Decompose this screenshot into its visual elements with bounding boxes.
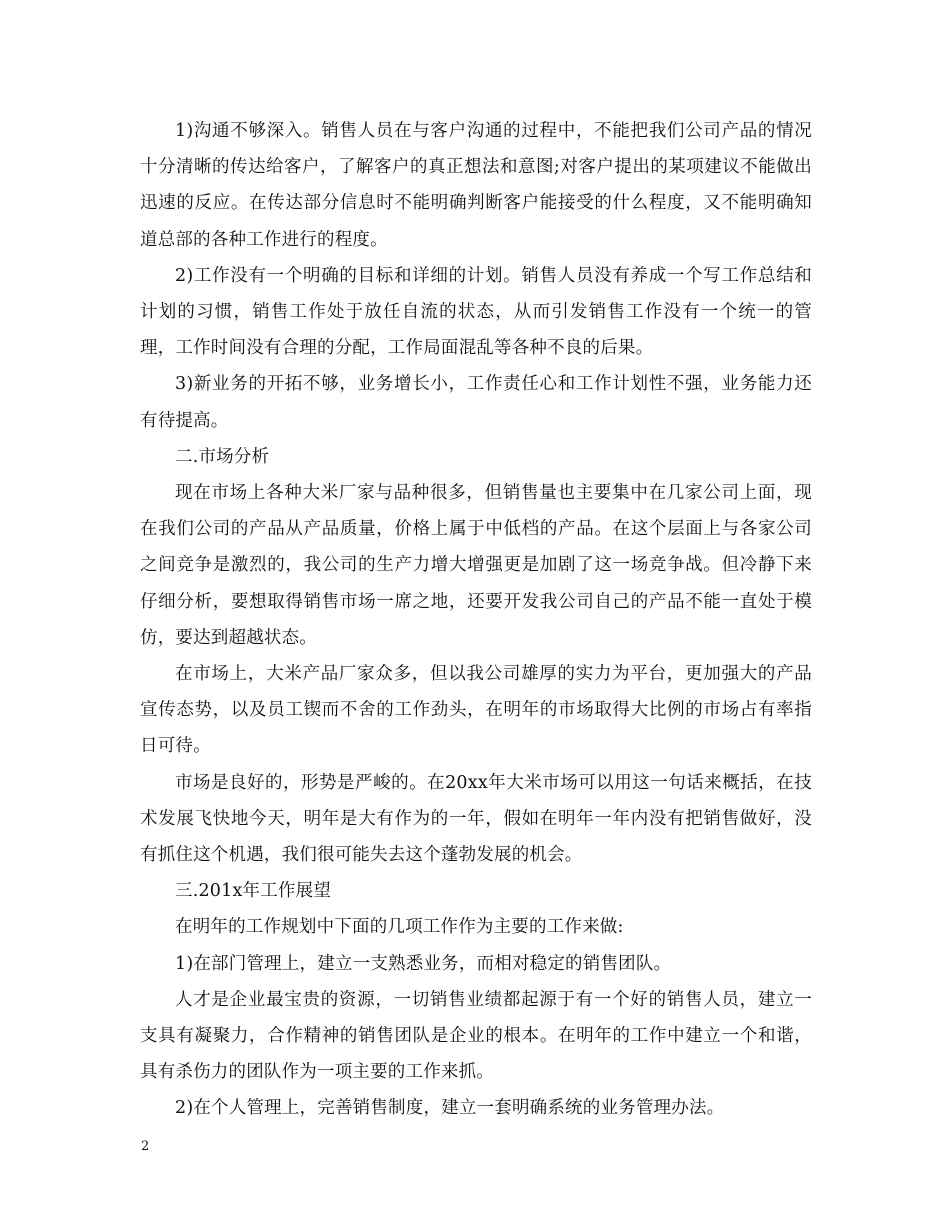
paragraph-communication: 1)沟通不够深入。销售人员在与客户沟通的过程中，不能把我们公司产品的情况十分清晰的传达给客户，了解客户的真正想法和意图;对客户提出的某项建议不能做出迅速的反应。在传达部分信息时不能明确判断客户能接受的什么程度，又不能明确知道总部的各种工作进行的程度。	[140, 121, 812, 250]
document-body	[140, 113, 812, 1127]
paragraph-work-plan: 2)工作没有一个明确的目标和详细的计划。销售人员没有养成一个写工作总结和计划的习惯，销售工作处于放任自流的状态，从而引发销售工作没有一个统一的管理，工作时间没有合理的分配，工作局面混乱等各种不良的后果。	[140, 265, 812, 359]
paragraph-department-management: 1)在部门管理上，建立一支熟悉业务，而相对稳定的销售团队。	[175, 953, 672, 974]
paragraph-market-outlook: 市场是良好的，形势是严峻的。在20xx年大米市场可以用这一句话来概括，在技术发展飞快地今天，明年是大有作为的一年，假如在明年一年内没有把销售做好，没有抓住这个机遇，我们很可能失去这个蓬勃发展的机会。	[140, 772, 812, 866]
paragraph-market-competition: 现在市场上各种大米厂家与品种很多，但销售量也主要集中在几家公司上面，现在我们公司的产品从产品质量，价格上属于中低档的产品。在这个层面上与各家公司之间竞争是激烈的，我公司的生产力增大增强更是加剧了这一场竞争战。但冷静下来仔细分析，要想取得销售市场一席之地，还要开发我公司自己的产品不能一直处于模仿，要达到超越状态。	[140, 483, 812, 648]
section-heading-work-outlook: 三.201x年工作展望	[175, 881, 332, 902]
paragraph-market-share: 在市场上，大米产品厂家众多，但以我公司雄厚的实力为平台，更加强大的产品宣传态势，以及员工锲而不舍的工作劲头，在明年的市场取得大比例的市场占有率指日可待。	[140, 664, 812, 757]
page-number: 2	[141, 1139, 150, 1154]
paragraph-personal-management: 2)在个人管理上，完善销售制度，建立一套明确系统的业务管理办法。	[175, 1098, 725, 1119]
paragraph-work-planning-intro: 在明年的工作规划中下面的几项工作作为主要的工作来做:	[175, 917, 624, 938]
section-heading-market-analysis: 二.市场分析	[175, 446, 270, 467]
paragraph-new-business: 3)新业务的开拓不够，业务增长小，工作责任心和工作计划性不强，业务能力还有待提高。	[140, 374, 812, 431]
paragraph-talent: 人才是企业最宝贵的资源，一切销售业绩都起源于有一个好的销售人员，建立一支具有凝聚力，合作精神的销售团队是企业的根本。在明年的工作中建立一个和谐，具有杀伤力的团队作为一项主要的工作来抓。	[140, 989, 812, 1083]
